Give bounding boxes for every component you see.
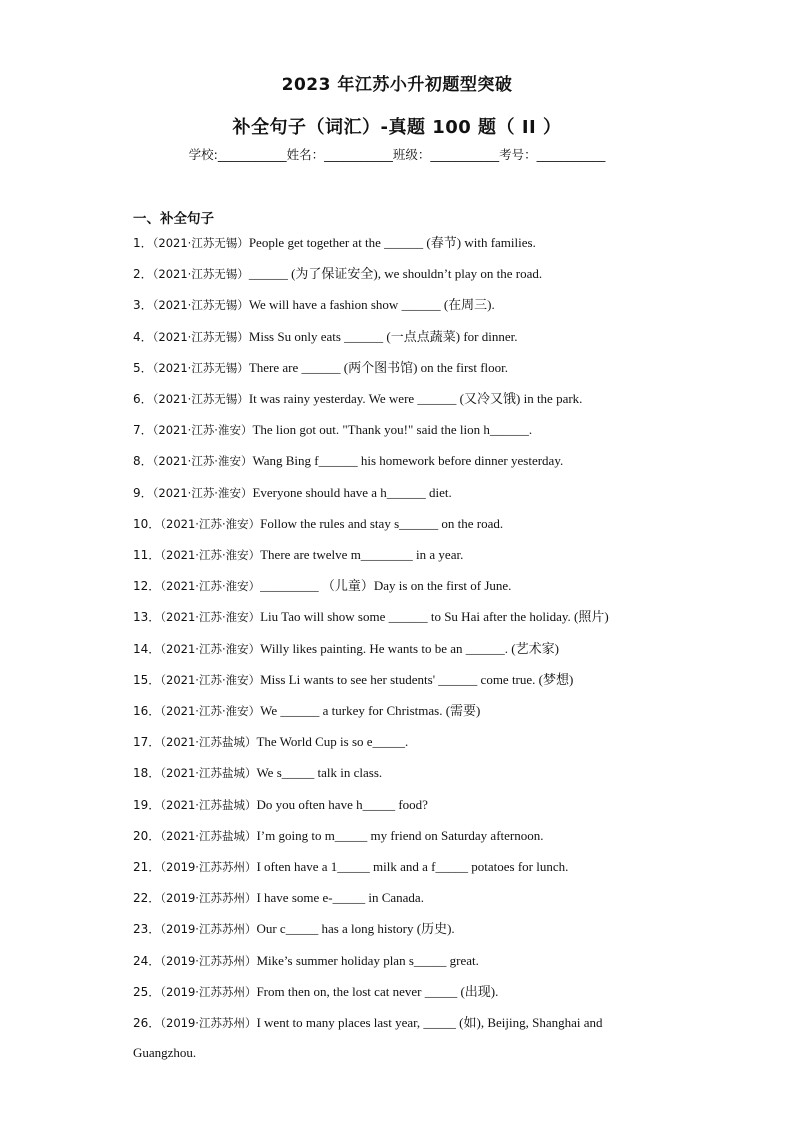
question-item xyxy=(133,422,653,438)
question-number: 24． xyxy=(133,953,161,968)
question-number: 25． xyxy=(133,984,161,999)
question-source: （2021·江苏·淮安） xyxy=(160,641,261,656)
question-item xyxy=(133,765,653,781)
question-text: People get together at the ______ (春节) with families. xyxy=(248,235,536,250)
question-item xyxy=(133,516,653,532)
question-text: There are twelve m________ in a year. xyxy=(260,547,464,562)
question-text: Do you often have h_____ food? xyxy=(256,796,428,812)
question-item xyxy=(133,828,653,844)
question-number: 26． xyxy=(133,1016,161,1030)
question-item xyxy=(133,297,653,313)
question-item xyxy=(133,609,653,625)
question-source: （2019·江苏苏州） xyxy=(160,922,257,937)
question-text: Liu Tao will show some ______ to Su Hai after the holiday. (照片) xyxy=(260,609,609,625)
question-text: It was rainy yesterday. We were ______ (又冷又饿) in the park. xyxy=(248,391,583,406)
question-source: （2021·江苏无锡） xyxy=(152,298,249,313)
question-text: The World Cup is so e_____. xyxy=(256,734,409,750)
question-source: （2019·江苏苏州） xyxy=(160,984,257,999)
question-source: （2021·江苏·淮安） xyxy=(160,672,261,687)
question-number: 2． xyxy=(133,267,153,282)
question-text: We s_____ talk in class. xyxy=(256,765,383,781)
question-text: From then on, the lost cat never _____ (出现). xyxy=(256,983,499,999)
question-text: Wang Bing f______ his homework before dinner yesterday. xyxy=(252,453,564,469)
question-item xyxy=(133,266,653,282)
question-source: （2021·江苏·淮安） xyxy=(160,579,261,594)
question-number: 6． xyxy=(133,392,153,406)
section-heading: 一、补全句子 xyxy=(133,211,214,227)
question-item xyxy=(133,921,653,937)
question-source: （2021·江苏·淮安） xyxy=(160,516,261,531)
question-item xyxy=(133,1015,653,1031)
question-number: 11． xyxy=(133,548,161,562)
question-item xyxy=(133,391,653,407)
question-text: Miss Li wants to see her students' ______ come true. (梦想) xyxy=(260,671,574,687)
question-item xyxy=(133,547,653,563)
question-item xyxy=(133,578,653,594)
question-item xyxy=(133,890,653,906)
question-number: 5． xyxy=(133,360,153,375)
question-text: Follow the rules and stay s______ on the road. xyxy=(260,515,504,531)
question-number: 4． xyxy=(133,329,153,344)
question-source: （2021·江苏无锡） xyxy=(152,267,249,282)
question-text: Our c_____ has a long history (历史). xyxy=(256,921,455,937)
question-item xyxy=(133,797,653,813)
question-text: I’m going to m_____ my friend on Saturday afternoon. xyxy=(256,827,544,843)
question-source: （2021·江苏盐城） xyxy=(160,828,257,843)
question-number: 13． xyxy=(133,610,161,625)
question-text: ______ (为了保证安全), we shouldn’t play on the road. xyxy=(248,266,543,282)
question-source: （2021·江苏无锡） xyxy=(152,392,249,406)
question-item xyxy=(133,859,653,875)
question-number: 16． xyxy=(133,704,161,718)
question-text: We ______ a turkey for Christmas. (需要) xyxy=(260,703,481,718)
question-text: I went to many places last year, _____ (如), Beijing, Shanghai and xyxy=(256,1015,603,1030)
question-source: （2021·江苏·淮安） xyxy=(152,454,253,469)
student-info-text: 学校:___________姓名：___________班级：___________考号：___________ xyxy=(188,147,606,162)
question-item xyxy=(133,672,653,688)
question-text: _________ （儿童）Day is on the first of June. xyxy=(260,578,512,594)
question-text: I have some e-_____ in Canada. xyxy=(256,890,424,906)
question-item xyxy=(133,485,653,501)
question-text: There are ______ (两个图书馆) on the first floor. xyxy=(248,359,509,375)
question-number: 21． xyxy=(133,860,161,874)
question-source: （2019·江苏苏州） xyxy=(160,1016,257,1030)
question-item xyxy=(133,235,653,251)
question-text: Everyone should have a h______ diet. xyxy=(252,484,452,500)
question-text: Willy likes painting. He wants to be an ______. (艺术家) xyxy=(260,640,559,656)
question-source: （2019·江苏苏州） xyxy=(160,953,257,968)
question-item xyxy=(133,734,653,750)
document-title: 2023 年江苏小升初题型突破 xyxy=(281,75,513,95)
question-source: （2021·江苏无锡） xyxy=(152,360,249,375)
question-item xyxy=(133,641,653,657)
question-number: 7． xyxy=(133,423,153,438)
question-number: 14． xyxy=(133,641,161,656)
question-source: （2021·江苏·淮安） xyxy=(160,610,261,625)
question-source: （2021·江苏·淮安） xyxy=(152,485,253,500)
question-item xyxy=(133,703,653,719)
question-item xyxy=(133,953,653,969)
question-source: （2019·江苏苏州） xyxy=(160,860,257,874)
question-source: （2021·江苏·淮安） xyxy=(160,704,261,718)
question-text: Mike’s summer holiday plan s_____ great. xyxy=(256,952,479,968)
question-number: 17． xyxy=(133,735,161,750)
question-source: （2021·江苏盐城） xyxy=(160,735,257,750)
question-text: We will have a fashion show ______ (在周三). xyxy=(248,297,495,313)
question-number: 9． xyxy=(133,485,153,500)
question-source: （2021·江苏盐城） xyxy=(160,766,257,781)
question-number: 3． xyxy=(133,298,153,313)
question-item xyxy=(133,984,653,1000)
question-source: （2021·江苏盐城） xyxy=(160,797,257,812)
question-number: 1． xyxy=(133,236,153,250)
question-source: （2021·江苏无锡） xyxy=(152,329,249,344)
question-number: 23． xyxy=(133,922,161,937)
question-text: Miss Su only eats ______ (一点点蔬菜) for dinner. xyxy=(248,328,518,344)
question-item xyxy=(133,329,653,345)
question-text: I often have a 1_____ milk and a f_____ potatoes for lunch. xyxy=(256,859,569,874)
question-number: 12． xyxy=(133,579,161,594)
student-info-line xyxy=(0,145,794,163)
question-number: 15． xyxy=(133,672,161,687)
question-source: （2019·江苏苏州） xyxy=(160,891,257,906)
document-subtitle: 补全句子（词汇）-真题 100 题（ II ） xyxy=(232,117,562,138)
question-number: 19． xyxy=(133,797,161,812)
question-source: （2021·江苏无锡） xyxy=(152,236,249,250)
question-item xyxy=(133,360,653,376)
question-number: 10． xyxy=(133,516,161,531)
question-number: 22． xyxy=(133,891,161,906)
question-26-continuation: Guangzhou. xyxy=(133,1045,197,1060)
question-number: 18． xyxy=(133,766,161,781)
question-number: 20． xyxy=(133,828,161,843)
question-text: The lion got out. "Thank you!" said the lion h______. xyxy=(252,422,533,438)
question-source: （2021·江苏·淮安） xyxy=(152,423,253,438)
question-number: 8． xyxy=(133,454,153,469)
question-item xyxy=(133,453,653,469)
question-source: （2021·江苏·淮安） xyxy=(160,548,261,562)
